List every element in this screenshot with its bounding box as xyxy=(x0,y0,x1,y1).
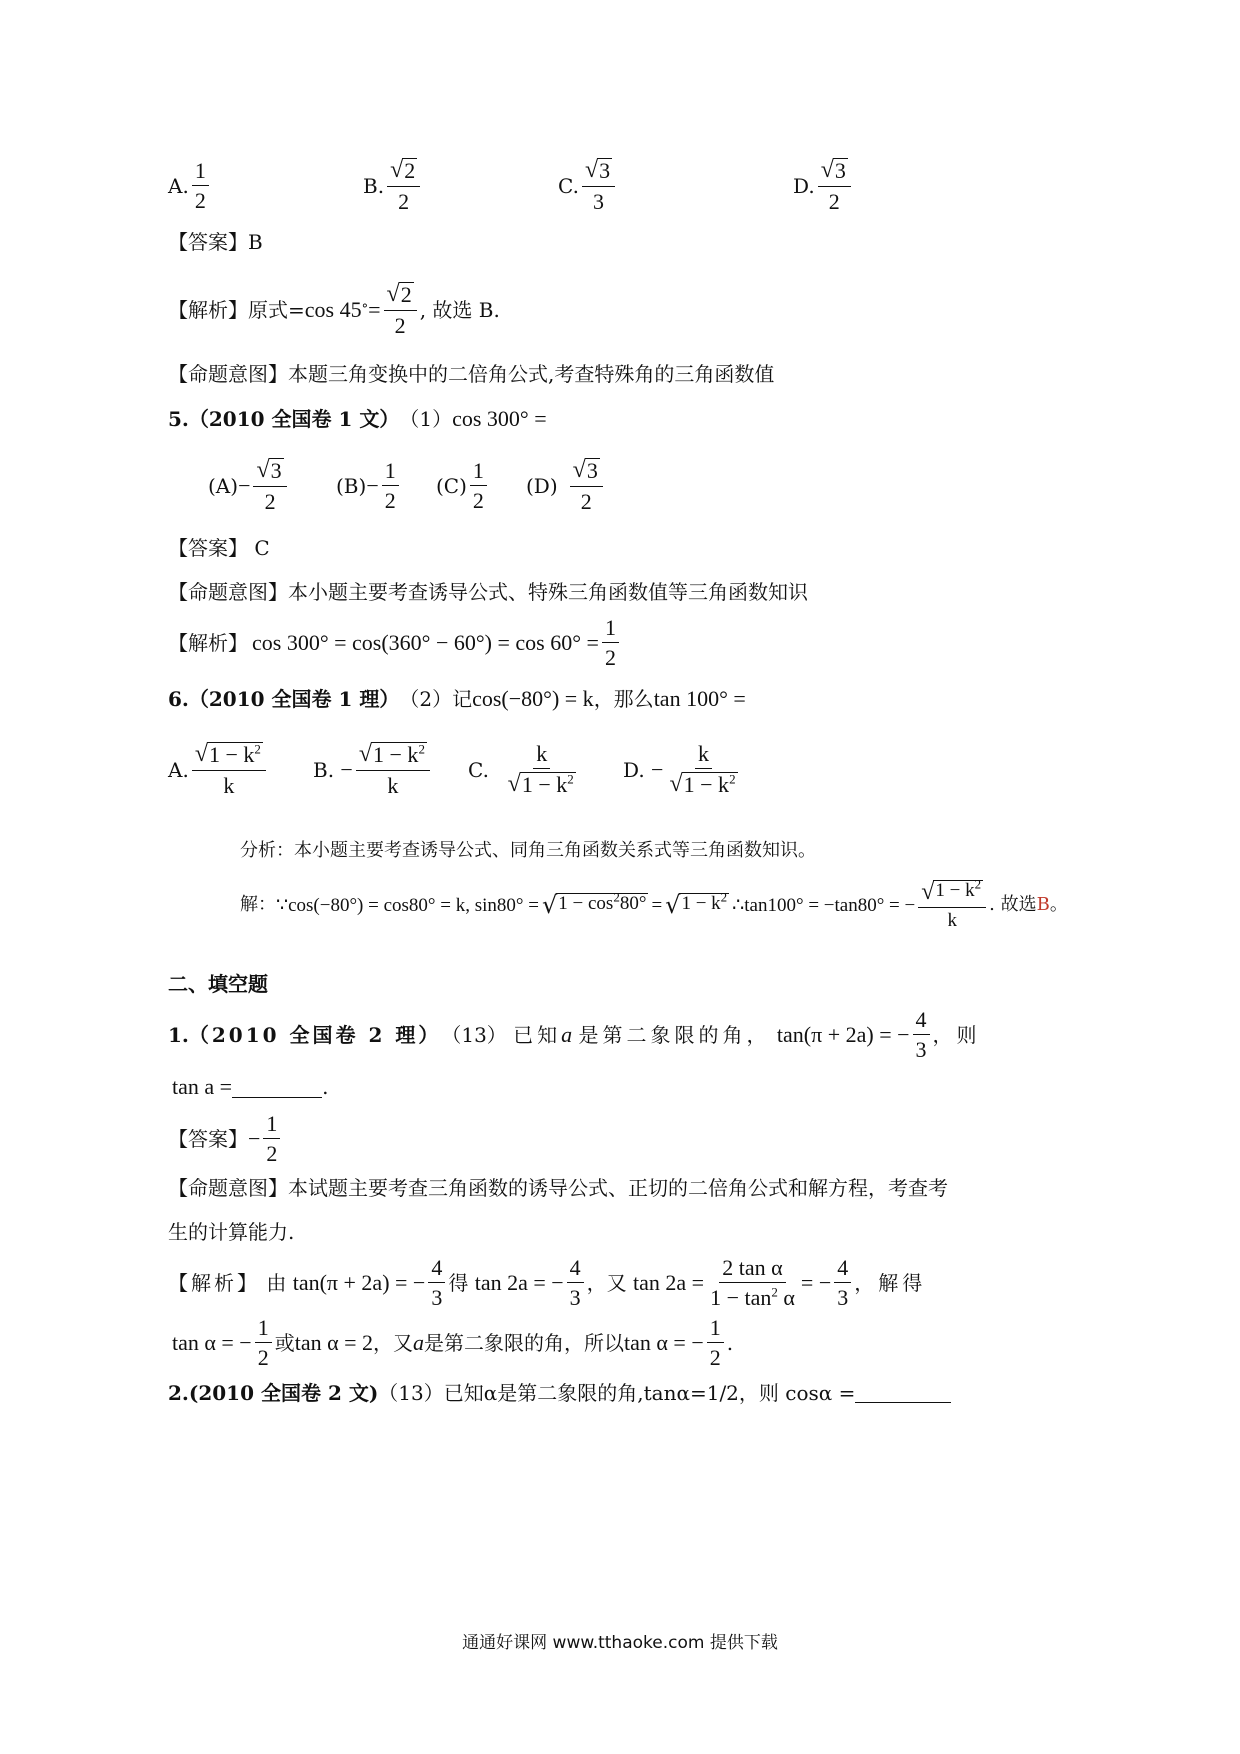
q4-option-d xyxy=(793,158,854,213)
page-footer: 通通好课网 www.tthaoke.com 提供下载 xyxy=(462,1633,778,1653)
q6-option-b: B. − √ $1 - k^2$ k xyxy=(313,742,468,797)
q5-option-d: (D) √ 3 2 xyxy=(526,458,606,513)
q6-jie: 解： ∵cos(−80°) = cos80° = k, sin80° = √ $1 - \cos^280^\circ$ = √ $1 - k^2$ ∴tan100° = −tan80° = − √ $1 - k^2$ k . 故选 B 。 xyxy=(240,876,1068,931)
q5-intent: 【命题意图】 本小题主要考查诱导公式、特殊三角函数值等三角函数知识 xyxy=(168,580,808,604)
fraction: $\frac{1}{2}$ xyxy=(382,459,399,512)
fraction: $\frac{1}{2}$ xyxy=(707,1316,724,1369)
option-label: B. xyxy=(363,173,385,198)
q6-option-a: A. √ $1 - k^2$ k xyxy=(168,742,313,797)
fraction: √ 2 2 xyxy=(384,282,417,337)
f1-intent-line2: 生的计算能力. xyxy=(168,1220,295,1244)
f1-answer: 【答案】 − $\frac{1}{2}$ xyxy=(168,1112,283,1165)
q6-fenxi: 分析：本小题主要考查诱导公式、同角三角函数关系式等三角函数知识。 xyxy=(240,840,816,861)
q5-option-a: (A) − √ 3 2 xyxy=(208,458,336,513)
q5-option-c: (C) $\frac{1}{2}$ xyxy=(436,459,526,512)
fraction: √ 3 2 xyxy=(570,458,603,513)
fraction: √ 3 2 xyxy=(253,458,286,513)
q4-intent: 【命题意图】 本题三角变换中的二倍角公式,考查特殊角的三角函数值 xyxy=(168,362,775,386)
fraction: $\frac{\text{2 tan α}}{1 - \tan^2 \alpha}$ xyxy=(710,1255,795,1311)
fraction: √ $1 - k^2$ k xyxy=(356,742,430,797)
fraction: √ 3 2 xyxy=(818,158,851,213)
answer-blank xyxy=(855,1382,951,1403)
q4-option-c xyxy=(558,158,793,213)
option-label: C. xyxy=(558,173,579,198)
q5-answer: 【答案】 C xyxy=(168,536,270,560)
fraction: $\frac{4}{3}$ xyxy=(428,1256,445,1309)
fraction: $\frac{1}{2}$ xyxy=(470,459,487,512)
f1-question: 1. （2010 全国卷 2 理） （13） 已知 a 是第二象限的角， tan(π + 2a) = − $\frac{4}{3}$ ，则 xyxy=(168,1007,981,1063)
fraction: k √ $1 - k^2$ xyxy=(669,741,736,798)
q6-option-c: C. k √ $1 - k^2$ xyxy=(468,742,623,797)
f1-analysis-line2: tan α = − $\frac{1}{2}$ 或 tan α = 2 ，又 a 是第二象限的角，所以 tan α = − $\frac{1}{2}$ . xyxy=(172,1315,734,1371)
f2-question: 2. (2010 全国卷 2 文) （13） 已知α是第二象限的角,tanα=1/2，则 cosα = xyxy=(168,1382,951,1403)
fraction: k √ $1 - k^2$ xyxy=(507,741,574,798)
q5-options xyxy=(208,458,606,513)
fraction: $\frac{1}{2}$ xyxy=(263,1112,280,1165)
q5-question: 5. （2010 全国卷 1 文） （1） cos 300° = xyxy=(168,406,547,431)
q6-option-d: D. − k √ $1 - k^2$ xyxy=(623,742,744,797)
q5-analysis: 【解析】 cos 300° = cos(360° − 60°) = cos 60° = $\frac{1}{2}$ xyxy=(168,616,622,669)
q4-options xyxy=(168,158,854,213)
fraction: √ $1 - k^2$ k xyxy=(918,880,986,931)
q6-options xyxy=(168,742,744,797)
fraction: $\frac{1}{2}$ xyxy=(192,159,209,212)
q5-option-b: (B) − $\frac{1}{2}$ xyxy=(336,459,436,512)
q4-analysis: 【解析】 原式= cos 45 ° = √ 2 2 , 故选 B. xyxy=(168,281,500,339)
fraction: $\frac{4}{3}$ xyxy=(834,1256,851,1309)
fraction: $\frac{4}{3}$ xyxy=(567,1256,584,1309)
option-label: D. xyxy=(793,173,815,198)
q6-question: 6. （2010 全国卷 1 理） （2） 记 cos(−80°) = k ，那么 tan 100° = xyxy=(168,686,746,711)
answer-blank xyxy=(232,1077,322,1098)
f1-line2: tan a = . xyxy=(172,1074,329,1099)
fraction: √ 3 3 xyxy=(582,158,615,213)
f1-analysis: 【解析】 由 tan(π + 2a) = − $\frac{4}{3}$ 得 tan 2a = − $\frac{4}{3}$ ，又 tan 2a = $\frac{\text{2 tan α}}{1 - \tan^2 \alpha}$ = − $\frac{4}{3}$ ，解得 xyxy=(168,1255,927,1311)
q4-option-b xyxy=(363,158,558,213)
fraction: √ 2 2 xyxy=(387,158,420,213)
q4-answer: 【答案】 B xyxy=(168,230,263,254)
option-label: A. xyxy=(168,173,189,198)
fraction: $\frac{4}{3}$ xyxy=(913,1008,930,1061)
fraction: √ $1 - k^2$ k xyxy=(192,742,266,797)
f1-intent: 【命题意图】 本试题主要考查三角函数的诱导公式、正切的二倍角公式和解方程，考查考 xyxy=(168,1176,948,1200)
fraction: $\frac{1}{2}$ xyxy=(602,616,619,669)
section-title: 二、填空题 xyxy=(168,972,268,996)
q4-option-a xyxy=(168,159,363,212)
fraction: $\frac{1}{2}$ xyxy=(255,1316,272,1369)
